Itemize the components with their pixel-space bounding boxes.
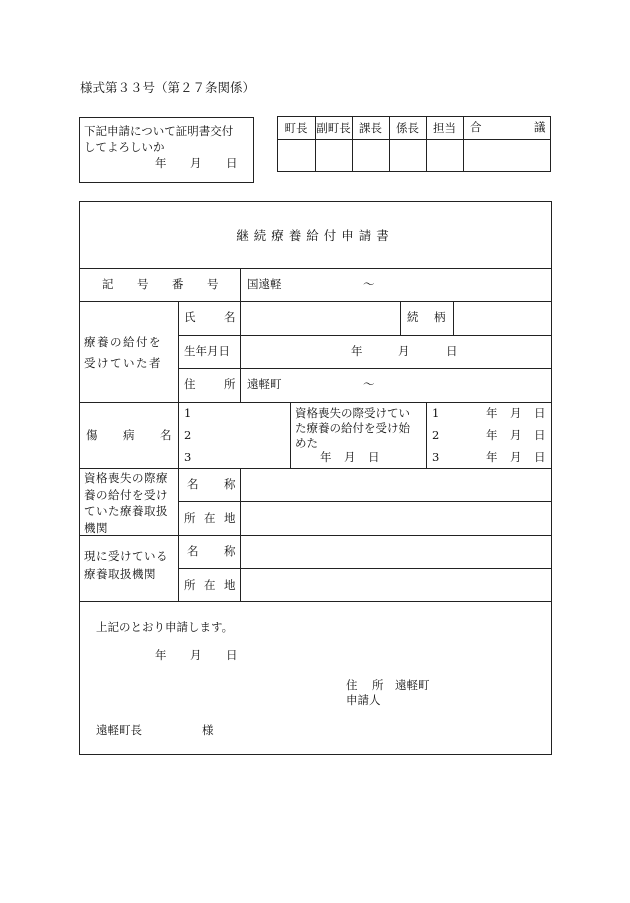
name-label-1: 氏: [184, 310, 196, 324]
start-date-1-day: 日: [534, 406, 546, 420]
applicant-name-input[interactable]: [385, 692, 547, 712]
kigo-input-from[interactable]: [290, 270, 360, 298]
applicant-address-value: 遠軽町: [395, 678, 430, 692]
prev-facility-name-label-2: 称: [224, 477, 236, 491]
form-title: 継続療養給付申請書: [236, 228, 394, 243]
disease-name-input[interactable]: [195, 404, 287, 466]
kigo-label-4: 号: [207, 277, 219, 291]
prev-facility-label: 資格喪失の際療 養の給付を受け ていた療養取扱 機関: [84, 471, 168, 535]
current-facility-location-label-2: 在: [204, 578, 216, 592]
current-facility-label: 現に受けている 療養取扱機関: [84, 549, 168, 581]
name-input[interactable]: [242, 303, 398, 333]
approval-header-subsection-chief: 係長: [396, 120, 419, 135]
start-date-1-year: 年: [486, 406, 498, 420]
certificate-date-day: 日: [226, 156, 238, 170]
applicant-label: 申請人: [346, 693, 381, 707]
birth-day: 日: [446, 344, 458, 358]
address-tilde: ～: [363, 377, 375, 391]
kigo-input-to[interactable]: [380, 270, 540, 298]
approval-header-consultation-2: 議: [534, 120, 546, 134]
prev-facility-location-input[interactable]: [242, 503, 550, 533]
approval-header-consultation-1: 合: [470, 120, 482, 134]
start-date-2-year: 年: [486, 428, 498, 442]
treatment-start-year: 年: [320, 450, 332, 464]
start-date-input[interactable]: [440, 404, 550, 466]
certificate-date-year: 年: [155, 156, 167, 170]
certificate-date-month: 月: [190, 156, 202, 170]
address-label-1: 住: [184, 377, 196, 391]
disease-number-3: 3: [184, 450, 192, 464]
approval-header-section-chief: 課長: [359, 120, 382, 135]
disease-label-3: 名: [160, 428, 172, 442]
addressee: 遠軽町長: [96, 723, 142, 737]
start-date-2-month: 月: [510, 428, 522, 442]
treatment-start-day: 日: [368, 450, 380, 464]
treatment-start-month: 月: [344, 450, 356, 464]
kigo-tilde: ～: [363, 277, 375, 291]
start-date-number-2: 2: [432, 428, 440, 442]
honorific: 様: [202, 723, 214, 737]
prev-facility-name-label-1: 名: [187, 477, 199, 491]
address-prefix: 遠軽町: [247, 377, 282, 391]
treatment-start-label: 資格喪失の際受けてい た療養の給付を受け始 めた: [295, 406, 410, 450]
relation-label-1: 続: [407, 310, 419, 324]
applicant-address-label-2: 所: [372, 678, 384, 692]
start-date-3-day: 日: [534, 450, 546, 464]
disease-number-1: 1: [184, 406, 192, 420]
start-date-number-1: 1: [432, 406, 440, 420]
statement: 上記のとおり申請します。: [96, 620, 234, 634]
current-facility-location-label-1: 所: [184, 578, 196, 592]
relation-input[interactable]: [455, 303, 550, 333]
start-date-3-year: 年: [486, 450, 498, 464]
kigo-label-1: 記: [102, 277, 114, 291]
birth-label: 生年月日: [184, 344, 230, 358]
prev-facility-location-label-3: 地: [224, 511, 236, 525]
approval-header-deputy-mayor: 副町長: [316, 120, 351, 135]
start-date-3-month: 月: [510, 450, 522, 464]
prev-facility-location-label-1: 所: [184, 511, 196, 525]
form-number: 様式第３３号（第２７条関係）: [80, 80, 256, 95]
birth-month: 月: [398, 344, 410, 358]
kigo-prefix: 国遠軽: [247, 277, 282, 291]
disease-number-2: 2: [184, 428, 192, 442]
kigo-label-3: 番: [172, 277, 184, 291]
current-facility-location-label-3: 地: [224, 578, 236, 592]
name-label-2: 名: [224, 310, 236, 324]
current-facility-name-label-2: 称: [224, 544, 236, 558]
relation-label-2: 柄: [434, 310, 446, 324]
current-facility-location-input[interactable]: [242, 570, 550, 599]
address-label-2: 所: [224, 377, 236, 391]
current-facility-name-label-1: 名: [187, 544, 199, 558]
current-facility-name-input[interactable]: [242, 537, 550, 566]
disease-label-1: 傷: [86, 428, 98, 442]
certificate-text-line1: 下記申請について証明書交付: [84, 124, 234, 138]
start-date-number-3: 3: [432, 450, 440, 464]
approval-header-mayor: 町長: [284, 120, 308, 135]
application-date-input[interactable]: [110, 645, 250, 667]
application-date-day: 日: [226, 648, 238, 662]
application-date-month: 月: [190, 648, 202, 662]
certificate-text-line2: してよろしいか: [84, 140, 165, 154]
start-date-1-month: 月: [510, 406, 522, 420]
birth-date-input[interactable]: [242, 337, 550, 366]
start-date-2-day: 日: [534, 428, 546, 442]
kigo-label-2: 号: [137, 277, 149, 291]
recipient-label: 療養の給付を 受けていた者: [84, 335, 162, 370]
birth-year: 年: [351, 344, 363, 358]
disease-label-2: 病: [123, 428, 135, 442]
prev-facility-name-input[interactable]: [242, 470, 550, 499]
application-date-year: 年: [155, 648, 167, 662]
prev-facility-location-label-2: 在: [204, 511, 216, 525]
applicant-address-label-1: 住: [346, 678, 358, 692]
approval-header-staff: 担当: [433, 120, 456, 135]
address-input[interactable]: [285, 370, 550, 400]
